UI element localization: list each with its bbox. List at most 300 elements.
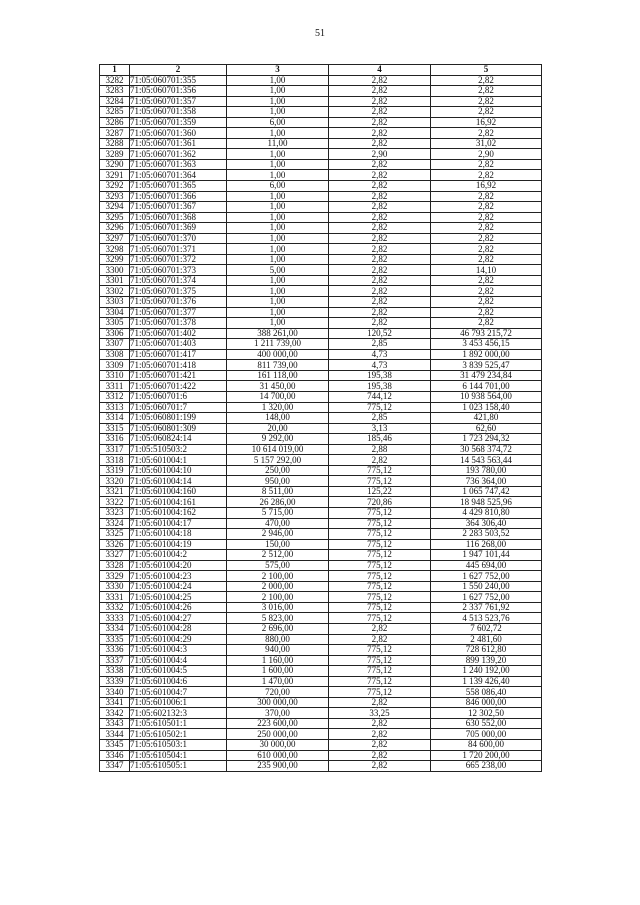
rate-cell: 4,73	[329, 360, 431, 371]
row-number-cell: 3288	[100, 138, 130, 149]
value-cell: 31,02	[431, 138, 542, 149]
data-table	[99, 64, 542, 772]
row-number-cell: 3294	[100, 202, 130, 213]
area-cell: 300 000,00	[227, 697, 329, 708]
rate-cell: 2,82	[329, 107, 431, 118]
area-cell: 14 700,00	[227, 391, 329, 402]
value-cell: 2,82	[431, 307, 542, 318]
area-cell: 575,00	[227, 560, 329, 571]
value-cell: 84 600,00	[431, 740, 542, 751]
cadastral-number-cell: 71:05:510503:2	[130, 444, 227, 455]
value-cell: 3 839 525,47	[431, 360, 542, 371]
table-row	[100, 718, 542, 729]
value-cell: 2,82	[431, 107, 542, 118]
value-cell: 665 238,00	[431, 761, 542, 772]
value-cell: 2,82	[431, 96, 542, 107]
cadastral-number-cell: 71:05:060701:356	[130, 86, 227, 97]
cadastral-number-cell: 71:05:060701:7	[130, 402, 227, 413]
row-number-cell: 3323	[100, 507, 130, 518]
row-number-cell: 3337	[100, 655, 130, 666]
cadastral-number-cell: 71:05:601004:4	[130, 655, 227, 666]
row-number-cell: 3341	[100, 697, 130, 708]
cadastral-number-cell: 71:05:060701:376	[130, 297, 227, 308]
table-row	[100, 476, 542, 487]
cadastral-number-cell: 71:05:601004:160	[130, 486, 227, 497]
value-cell: 16,92	[431, 181, 542, 192]
row-number-cell: 3282	[100, 75, 130, 86]
area-cell: 235 900,00	[227, 761, 329, 772]
table-row	[100, 265, 542, 276]
rate-cell: 125,22	[329, 486, 431, 497]
rate-cell: 2,85	[329, 413, 431, 424]
column-header-3: 3	[227, 65, 329, 76]
cadastral-number-cell: 71:05:060701:417	[130, 349, 227, 360]
value-cell: 30 568 374,72	[431, 444, 542, 455]
cadastral-number-cell: 71:05:601004:25	[130, 592, 227, 603]
rate-cell: 195,38	[329, 370, 431, 381]
value-cell: 1 723 294,32	[431, 434, 542, 445]
table-row	[100, 391, 542, 402]
table-row	[100, 181, 542, 192]
table-header-row	[100, 65, 542, 76]
value-cell: 2,82	[431, 191, 542, 202]
table-row	[100, 413, 542, 424]
area-cell: 11,00	[227, 138, 329, 149]
area-cell: 1,00	[227, 244, 329, 255]
cadastral-number-cell: 71:05:601004:24	[130, 581, 227, 592]
row-number-cell: 3313	[100, 402, 130, 413]
row-number-cell: 3345	[100, 740, 130, 751]
row-number-cell: 3307	[100, 339, 130, 350]
rate-cell: 2,90	[329, 149, 431, 160]
cadastral-number-cell: 71:05:060701:370	[130, 233, 227, 244]
value-cell: 10 938 564,00	[431, 391, 542, 402]
area-cell: 6,00	[227, 117, 329, 128]
row-number-cell: 3315	[100, 423, 130, 434]
rate-cell: 775,12	[329, 507, 431, 518]
area-cell: 720,00	[227, 687, 329, 698]
value-cell: 558 086,40	[431, 687, 542, 698]
area-cell: 1,00	[227, 86, 329, 97]
area-cell: 1,00	[227, 170, 329, 181]
value-cell: 2,82	[431, 223, 542, 234]
value-cell: 1 720 200,00	[431, 750, 542, 761]
area-cell: 2 100,00	[227, 571, 329, 582]
value-cell: 705 000,00	[431, 729, 542, 740]
rate-cell: 775,12	[329, 581, 431, 592]
row-number-cell: 3347	[100, 761, 130, 772]
area-cell: 1,00	[227, 275, 329, 286]
area-cell: 1,00	[227, 223, 329, 234]
area-cell: 150,00	[227, 539, 329, 550]
table-row	[100, 86, 542, 97]
row-number-cell: 3314	[100, 413, 130, 424]
value-cell: 2,82	[431, 202, 542, 213]
value-cell: 1 550 240,00	[431, 581, 542, 592]
cadastral-number-cell: 71:05:060701:378	[130, 318, 227, 329]
table-row	[100, 539, 542, 550]
table-row	[100, 761, 542, 772]
table-row	[100, 370, 542, 381]
cadastral-number-cell: 71:05:601004:17	[130, 518, 227, 529]
value-cell: 1 892 000,00	[431, 349, 542, 360]
rate-cell: 2,82	[329, 697, 431, 708]
cadastral-number-cell: 71:05:060801:199	[130, 413, 227, 424]
row-number-cell: 3325	[100, 529, 130, 540]
value-cell: 3 453 456,15	[431, 339, 542, 350]
cadastral-number-cell: 71:05:601004:14	[130, 476, 227, 487]
row-number-cell: 3346	[100, 750, 130, 761]
table-row	[100, 740, 542, 751]
table-row	[100, 349, 542, 360]
rate-cell: 2,82	[329, 634, 431, 645]
value-cell: 2 481,60	[431, 634, 542, 645]
value-cell: 2,82	[431, 75, 542, 86]
cadastral-number-cell: 71:05:060701:359	[130, 117, 227, 128]
rate-cell: 775,12	[329, 529, 431, 540]
cadastral-number-cell: 71:05:060701:6	[130, 391, 227, 402]
row-number-cell: 3303	[100, 297, 130, 308]
cadastral-number-cell: 71:05:060824:14	[130, 434, 227, 445]
value-cell: 2,82	[431, 297, 542, 308]
value-cell: 2,82	[431, 244, 542, 255]
table-row	[100, 170, 542, 181]
area-cell: 2 512,00	[227, 550, 329, 561]
value-cell: 12 302,50	[431, 708, 542, 719]
row-number-cell: 3334	[100, 623, 130, 634]
column-header-2: 2	[130, 65, 227, 76]
rate-cell: 775,12	[329, 465, 431, 476]
row-number-cell: 3316	[100, 434, 130, 445]
table-row	[100, 128, 542, 139]
area-cell: 20,00	[227, 423, 329, 434]
rate-cell: 2,82	[329, 265, 431, 276]
rate-cell: 775,12	[329, 518, 431, 529]
row-number-cell: 3312	[100, 391, 130, 402]
area-cell: 161 118,00	[227, 370, 329, 381]
value-cell: 445 694,00	[431, 560, 542, 571]
table-row	[100, 634, 542, 645]
table-row	[100, 434, 542, 445]
area-cell: 250,00	[227, 465, 329, 476]
rate-cell: 2,82	[329, 181, 431, 192]
cadastral-number-cell: 71:05:060701:368	[130, 212, 227, 223]
value-cell: 846 000,00	[431, 697, 542, 708]
area-cell: 1,00	[227, 75, 329, 86]
table-row	[100, 655, 542, 666]
table-row	[100, 297, 542, 308]
cadastral-number-cell: 71:05:601004:161	[130, 497, 227, 508]
rate-cell: 2,82	[329, 761, 431, 772]
value-cell: 14,10	[431, 265, 542, 276]
table-row	[100, 687, 542, 698]
area-cell: 5,00	[227, 265, 329, 276]
rate-cell: 2,82	[329, 718, 431, 729]
rate-cell: 195,38	[329, 381, 431, 392]
table-row	[100, 423, 542, 434]
area-cell: 940,00	[227, 645, 329, 656]
area-cell: 2 000,00	[227, 581, 329, 592]
area-cell: 31 450,00	[227, 381, 329, 392]
value-cell: 364 306,40	[431, 518, 542, 529]
value-cell: 2,82	[431, 159, 542, 170]
rate-cell: 2,82	[329, 307, 431, 318]
table-row	[100, 159, 542, 170]
rate-cell: 2,82	[329, 750, 431, 761]
rate-cell: 2,82	[329, 297, 431, 308]
cadastral-number-cell: 71:05:060701:369	[130, 223, 227, 234]
rate-cell: 2,82	[329, 729, 431, 740]
row-number-cell: 3344	[100, 729, 130, 740]
value-cell: 46 793 215,72	[431, 328, 542, 339]
row-number-cell: 3318	[100, 455, 130, 466]
table-row	[100, 455, 542, 466]
cadastral-number-cell: 71:05:601006:1	[130, 697, 227, 708]
row-number-cell: 3299	[100, 254, 130, 265]
rate-cell: 775,12	[329, 560, 431, 571]
table-row	[100, 666, 542, 677]
area-cell: 1,00	[227, 233, 329, 244]
row-number-cell: 3321	[100, 486, 130, 497]
row-number-cell: 3330	[100, 581, 130, 592]
area-cell: 148,00	[227, 413, 329, 424]
value-cell: 2 337 761,92	[431, 602, 542, 613]
area-cell: 26 286,00	[227, 497, 329, 508]
row-number-cell: 3317	[100, 444, 130, 455]
row-number-cell: 3296	[100, 223, 130, 234]
row-number-cell: 3310	[100, 370, 130, 381]
area-cell: 1 211 739,00	[227, 339, 329, 350]
value-cell: 1 627 752,00	[431, 592, 542, 603]
table-row	[100, 676, 542, 687]
rate-cell: 33,25	[329, 708, 431, 719]
rate-cell: 775,12	[329, 676, 431, 687]
value-cell: 14 543 563,44	[431, 455, 542, 466]
area-cell: 1,00	[227, 212, 329, 223]
cadastral-number-cell: 71:05:060701:371	[130, 244, 227, 255]
rate-cell: 2,88	[329, 444, 431, 455]
area-cell: 388 261,00	[227, 328, 329, 339]
rate-cell: 2,82	[329, 191, 431, 202]
area-cell: 2 696,00	[227, 623, 329, 634]
rate-cell: 775,12	[329, 666, 431, 677]
column-header-5: 5	[431, 65, 542, 76]
table-row	[100, 286, 542, 297]
area-cell: 10 614 019,00	[227, 444, 329, 455]
area-cell: 5 157 292,00	[227, 455, 329, 466]
row-number-cell: 3319	[100, 465, 130, 476]
value-cell: 18 948 525,96	[431, 497, 542, 508]
table-row	[100, 560, 542, 571]
rate-cell: 2,82	[329, 128, 431, 139]
column-header-4: 4	[329, 65, 431, 76]
cadastral-number-cell: 71:05:060701:361	[130, 138, 227, 149]
cadastral-number-cell: 71:05:060701:355	[130, 75, 227, 86]
table-row	[100, 697, 542, 708]
value-cell: 31 479 234,84	[431, 370, 542, 381]
table-row	[100, 729, 542, 740]
rate-cell: 2,82	[329, 223, 431, 234]
area-cell: 1,00	[227, 307, 329, 318]
cadastral-number-cell: 71:05:060701:403	[130, 339, 227, 350]
rate-cell: 2,82	[329, 233, 431, 244]
row-number-cell: 3286	[100, 117, 130, 128]
area-cell: 400 000,00	[227, 349, 329, 360]
row-number-cell: 3293	[100, 191, 130, 202]
area-cell: 5 715,00	[227, 507, 329, 518]
table-row	[100, 444, 542, 455]
value-cell: 4 429 810,80	[431, 507, 542, 518]
value-cell: 1 947 101,44	[431, 550, 542, 561]
row-number-cell: 3331	[100, 592, 130, 603]
area-cell: 1,00	[227, 128, 329, 139]
value-cell: 2,82	[431, 86, 542, 97]
rate-cell: 744,12	[329, 391, 431, 402]
area-cell: 610 000,00	[227, 750, 329, 761]
table-row	[100, 497, 542, 508]
row-number-cell: 3311	[100, 381, 130, 392]
row-number-cell: 3306	[100, 328, 130, 339]
cadastral-number-cell: 71:05:602132:3	[130, 708, 227, 719]
value-cell: 6 144 701,00	[431, 381, 542, 392]
area-cell: 6,00	[227, 181, 329, 192]
rate-cell: 2,82	[329, 86, 431, 97]
cadastral-number-cell: 71:05:060701:402	[130, 328, 227, 339]
value-cell: 2,82	[431, 233, 542, 244]
area-cell: 1,00	[227, 202, 329, 213]
cadastral-number-cell: 71:05:060701:367	[130, 202, 227, 213]
rate-cell: 185,46	[329, 434, 431, 445]
table-row	[100, 592, 542, 603]
cadastral-number-cell: 71:05:060701:360	[130, 128, 227, 139]
cadastral-number-cell: 71:05:601004:10	[130, 465, 227, 476]
cadastral-number-cell: 71:05:601004:28	[130, 623, 227, 634]
rate-cell: 775,12	[329, 539, 431, 550]
cadastral-number-cell: 71:05:601004:1	[130, 455, 227, 466]
row-number-cell: 3300	[100, 265, 130, 276]
table-row	[100, 602, 542, 613]
row-number-cell: 3304	[100, 307, 130, 318]
cadastral-number-cell: 71:05:060701:362	[130, 149, 227, 160]
area-cell: 223 600,00	[227, 718, 329, 729]
table-row	[100, 212, 542, 223]
table-row	[100, 571, 542, 582]
table-row	[100, 486, 542, 497]
table-row	[100, 223, 542, 234]
area-cell: 1,00	[227, 96, 329, 107]
table-row	[100, 613, 542, 624]
table-row	[100, 465, 542, 476]
table-row	[100, 307, 542, 318]
rate-cell: 775,12	[329, 687, 431, 698]
area-cell: 1,00	[227, 318, 329, 329]
table-row	[100, 318, 542, 329]
rate-cell: 2,82	[329, 254, 431, 265]
row-number-cell: 3336	[100, 645, 130, 656]
rate-cell: 2,82	[329, 740, 431, 751]
value-cell: 2 283 503,52	[431, 529, 542, 540]
area-cell: 1,00	[227, 254, 329, 265]
value-cell: 2,90	[431, 149, 542, 160]
rate-cell: 775,12	[329, 571, 431, 582]
table-row	[100, 581, 542, 592]
row-number-cell: 3335	[100, 634, 130, 645]
value-cell: 630 552,00	[431, 718, 542, 729]
area-cell: 470,00	[227, 518, 329, 529]
table-row	[100, 507, 542, 518]
table-row	[100, 254, 542, 265]
row-number-cell: 3322	[100, 497, 130, 508]
value-cell: 1 627 752,00	[431, 571, 542, 582]
row-number-cell: 3305	[100, 318, 130, 329]
area-cell: 1,00	[227, 159, 329, 170]
row-number-cell: 3298	[100, 244, 130, 255]
table-row	[100, 550, 542, 561]
value-cell: 7 602,72	[431, 623, 542, 634]
cadastral-number-cell: 71:05:601004:19	[130, 539, 227, 550]
row-number-cell: 3302	[100, 286, 130, 297]
row-number-cell: 3329	[100, 571, 130, 582]
cadastral-number-cell: 71:05:060701:374	[130, 275, 227, 286]
row-number-cell: 3292	[100, 181, 130, 192]
value-cell: 421,80	[431, 413, 542, 424]
area-cell: 811 739,00	[227, 360, 329, 371]
cadastral-number-cell: 71:05:060701:421	[130, 370, 227, 381]
row-number-cell: 3287	[100, 128, 130, 139]
value-cell: 2,82	[431, 212, 542, 223]
rate-cell: 2,82	[329, 170, 431, 181]
table-row	[100, 518, 542, 529]
value-cell: 728 612,80	[431, 645, 542, 656]
area-cell: 1,00	[227, 286, 329, 297]
rate-cell: 2,82	[329, 212, 431, 223]
cadastral-number-cell: 71:05:601004:2	[130, 550, 227, 561]
rate-cell: 775,12	[329, 550, 431, 561]
value-cell: 193 780,00	[431, 465, 542, 476]
row-number-cell: 3327	[100, 550, 130, 561]
area-cell: 370,00	[227, 708, 329, 719]
area-cell: 1 320,00	[227, 402, 329, 413]
cadastral-number-cell: 71:05:601004:5	[130, 666, 227, 677]
cadastral-number-cell: 71:05:060701:357	[130, 96, 227, 107]
rate-cell: 775,12	[329, 613, 431, 624]
row-number-cell: 3308	[100, 349, 130, 360]
row-number-cell: 3342	[100, 708, 130, 719]
area-cell: 250 000,00	[227, 729, 329, 740]
rate-cell: 2,82	[329, 202, 431, 213]
table-row	[100, 244, 542, 255]
row-number-cell: 3289	[100, 149, 130, 160]
rate-cell: 2,82	[329, 96, 431, 107]
value-cell: 4 513 523,76	[431, 613, 542, 624]
row-number-cell: 3285	[100, 107, 130, 118]
cadastral-number-cell: 71:05:060701:418	[130, 360, 227, 371]
rate-cell: 2,82	[329, 75, 431, 86]
rate-cell: 775,12	[329, 602, 431, 613]
table-row	[100, 402, 542, 413]
rate-cell: 2,82	[329, 138, 431, 149]
value-cell: 2,82	[431, 286, 542, 297]
value-cell: 62,60	[431, 423, 542, 434]
area-cell: 1,00	[227, 107, 329, 118]
cadastral-number-cell: 71:05:060701:372	[130, 254, 227, 265]
value-cell: 1 065 747,42	[431, 486, 542, 497]
cadastral-number-cell: 71:05:601004:20	[130, 560, 227, 571]
row-number-cell: 3283	[100, 86, 130, 97]
area-cell: 30 000,00	[227, 740, 329, 751]
cadastral-number-cell: 71:05:610504:1	[130, 750, 227, 761]
cadastral-number-cell: 71:05:601004:6	[130, 676, 227, 687]
